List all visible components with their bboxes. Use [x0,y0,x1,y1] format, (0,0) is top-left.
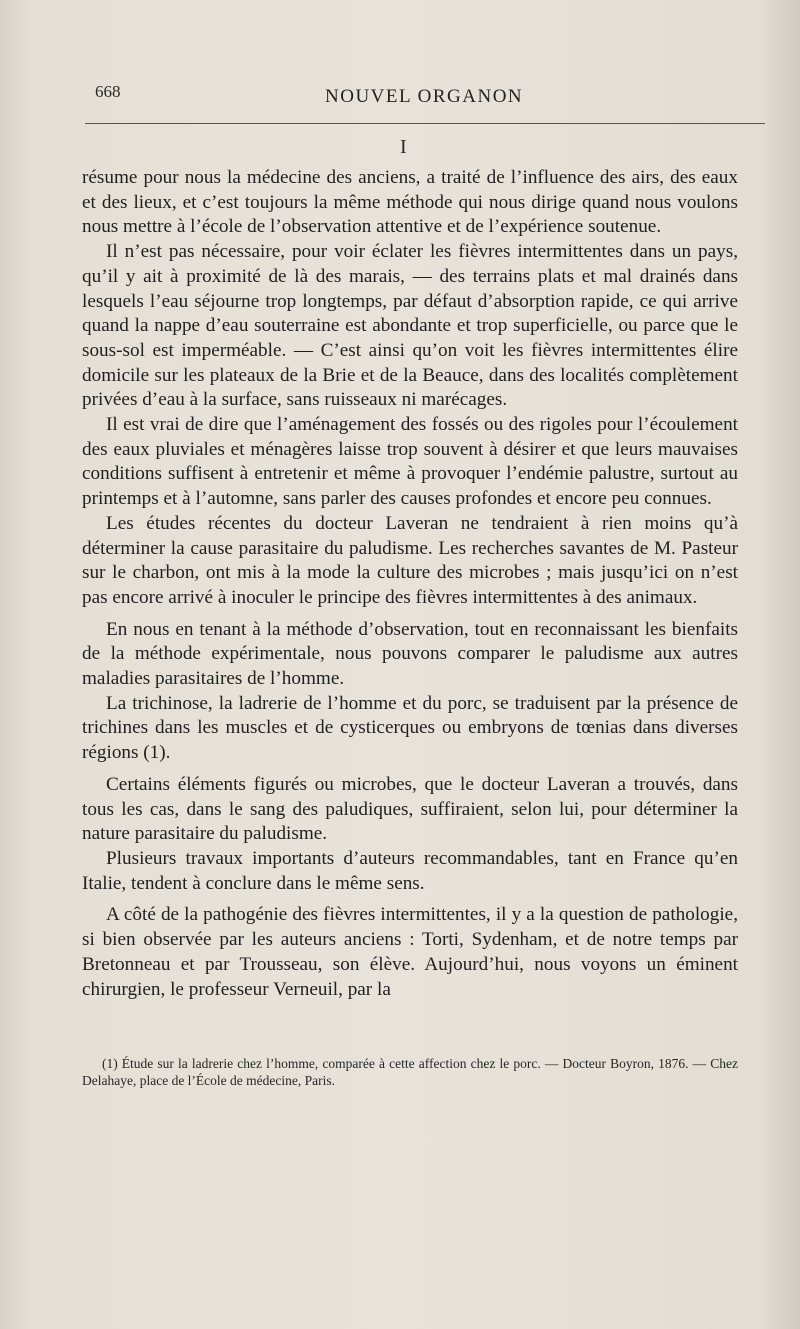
signature-mark: I [400,136,407,158]
paragraph-6: La trichinose, la ladrerie de l’homme et du porc, se traduisent par la présence de trichines dans les muscles et de cysticerques ou embryons de tœnias dans diverses régions (1). [82,692,738,764]
header-rule [85,123,765,124]
body-text [82,166,738,1002]
page-header [85,80,765,116]
paragraph-1: résume pour nous la médecine des anciens, a traité de l’influence des airs, des eaux et des lieux, et c’est toujours la même méthode qui nous dirige quand nous voulons nous mettre à l’école de l’observation attentive et de l’expérience soutenue. [82,167,738,238]
running-title: NOUVEL ORGANON [325,86,524,107]
footnote-marker: (1) [102,1056,118,1071]
paragraph-5: En nous en tenant à la méthode d’observation, tout en reconnaissant les bienfaits de la méthode expérimentale, nous pouvons comparer le paludisme aux autres maladies parasitaires de l’homme. [82,618,738,690]
page-number: 668 [95,82,121,101]
paragraph-8: Plusieurs travaux importants d’auteurs recommandables, tant en France qu’en Italie, tendent à conclure dans le même sens. [82,847,738,894]
paragraph-4: Les études récentes du docteur Laveran ne tendraient à rien moins qu’à déterminer la cause parasitaire du paludisme. Les recherches savantes de M. Pasteur sur le charbon, ont mis à la mode la culture des microbes ; mais jusqu’ici on n’est pas encore arrivé à inoculer le principe des fièvres intermittentes à des animaux. [82,512,738,608]
paragraph-9: A côté de la pathogénie des fièvres intermittentes, il y a la question de pathologie, si bien observée par les auteurs anciens : Torti, Sydenham, et de notre temps par Bretonneau et par Trousseau, son élève. Aujourd’hui, nous voyons un éminent chirurgien, le professeur Verneuil, par la [82,904,738,1000]
footnote [82,1055,738,1089]
paragraph-3: Il est vrai de dire que l’aménagement des fossés ou des rigoles pour l’écoulement des eaux pluviales et ménagères laisse trop souvent à désirer et que leurs mauvaises conditions suffisent à entretenir et même à provoquer l’endémie palustre, surtout au printemps et à l’automne, sans parler des causes profondes et encore peu connues. [82,414,738,510]
paragraph-2: Il n’est pas nécessaire, pour voir éclater les fièvres intermittentes dans un pays, qu’il y ait à proximité de là des marais, — des terrains plats et mal drainés dans lesquels l’eau séjourne trop longtemps, par défaut d’absorption rapide, ce qui arrive quand la nappe d’eau souterraine est abondante et trop superficielle, ou parce que le sous-sol est imperméable. — C’est ainsi qu’on voit les fièvres intermittentes élire domicile sur les plateaux de la Brie et de la Beauce, dans des localités complètement privées d’eau à la surface, sans ruisseaux ni marécages. [82,241,738,411]
paragraph-7: Certains éléments figurés ou microbes, que le docteur Laveran a trouvés, dans tous les cas, dans le sang des paludiques, suffiraient, selon lui, pour déterminer la nature parasitaire du paludisme. [82,773,738,845]
footnote-text: Étude sur la ladrerie chez l’homme, comparée à cette affection chez le porc. — Docteur Boyron, 1876. — Chez Delahaye, place de l’École de médecine, Paris. [82,1056,738,1088]
